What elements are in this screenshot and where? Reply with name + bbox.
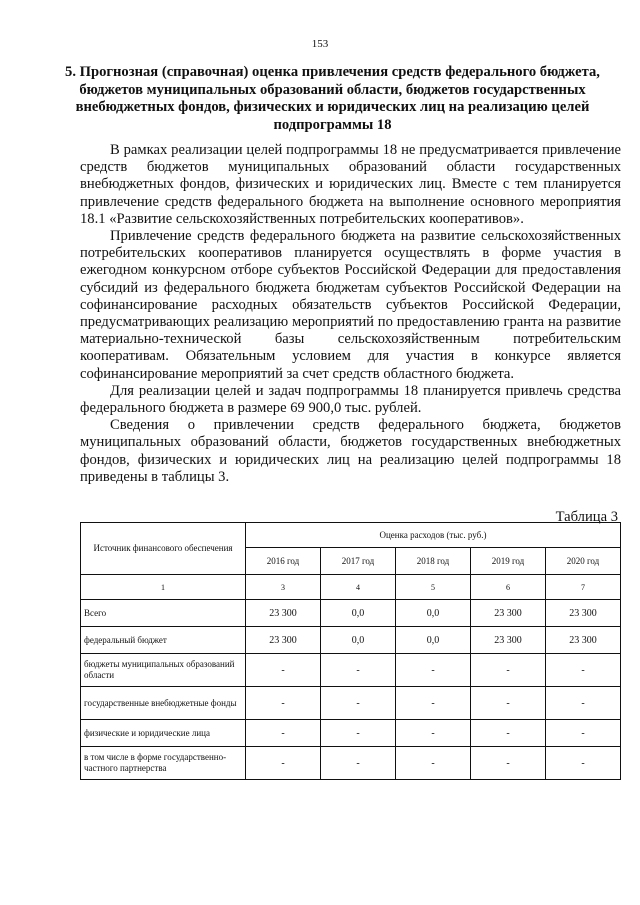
cell-value: - [246,720,321,747]
row-label: государственные внебюджетные фонды [81,687,246,720]
cell-value: - [471,687,546,720]
body-text [80,142,621,486]
column-index: 4 [321,575,396,600]
cell-value: - [471,747,546,780]
row-label: физические и юридические лица [81,720,246,747]
cell-value: 23 300 [471,627,546,654]
cell-value: 0,0 [396,627,471,654]
cell-value: 23 300 [546,600,621,627]
cell-value: - [321,720,396,747]
cell-value: 0,0 [321,627,396,654]
cell-value: - [321,747,396,780]
paragraph: В рамках реализации целей подпрограммы 18 не предусматривается привлечение средств бюджетов муниципальных образований области государственных внебюджетных фондов, физических и юридических лиц. Вместе с тем планируется привлечение средств федерального бюджета на выполнение основного мероприятия 18.1 «Развитие сельскохозяйственных потребительских кооперативов». [80,142,621,227]
funding-table [80,522,621,780]
page-number: 153 [311,38,329,50]
table-row [81,687,621,720]
cell-value: - [396,747,471,780]
cell-value: - [321,687,396,720]
cell-value: - [471,654,546,687]
cell-value: - [396,687,471,720]
cell-value: - [246,687,321,720]
table-row [81,600,621,627]
cell-value: - [546,720,621,747]
source-header: Источник финансового обеспечения [81,523,246,575]
table-caption: Таблица 3 [555,509,618,525]
year-header: 2017 год [321,548,396,575]
section-heading: 5. Прогнозная (справочная) оценка привлечения средств федерального бюджета, бюджетов муниципальных образований области, бюджетов государственных внебюджетных фондов, физических и юридических лиц на реализацию целей подпрограммы 18 [65,64,600,133]
column-index: 6 [471,575,546,600]
row-label: бюджеты муниципальных образований области [81,654,246,687]
row-label: федеральный бюджет [81,627,246,654]
table-row [81,720,621,747]
cell-value: - [546,747,621,780]
table-header-row [81,523,621,548]
cell-value: 0,0 [321,600,396,627]
cell-value: 23 300 [471,600,546,627]
paragraph: Привлечение средств федерального бюджета на развитие сельскохозяйственных потребительских кооперативов планируется осуществлять в форме участия в ежегодном конкурсном отборе субъектов Российской Федерации для предоставления субсидий из федерального бюджета бюджетам субъектов Российской Федерации на софинансирование расходных обязательств субъектов Российской Федерации, предусматривающих реализацию мероприятий по предоставлению гранта на развитие материально-технической базы сельскохозяйственным потребительским кооперативам. Обязательным условием для участия в конкурсе является софинансирование мероприятий за счет средств областного бюджета. [80,228,621,382]
year-header: 2020 год [546,548,621,575]
cell-value: 0,0 [396,600,471,627]
cell-value: - [396,654,471,687]
column-index: 1 [81,575,246,600]
cell-value: 23 300 [246,600,321,627]
column-index-row [81,575,621,600]
table-row [81,627,621,654]
year-header: 2016 год [246,548,321,575]
column-index: 5 [396,575,471,600]
cell-value: - [396,720,471,747]
row-label: в том числе в форме государственно-частного партнерства [81,747,246,780]
estimate-header: Оценка расходов (тыс. руб.) [246,523,621,548]
cell-value: 23 300 [246,627,321,654]
table-row [81,654,621,687]
year-header: 2018 год [396,548,471,575]
paragraph: Для реализации целей и задач подпрограммы 18 планируется привлечь средства федерального бюджета в размере 69 900,0 тыс. рублей. [80,382,621,417]
row-label: Всего [81,600,246,627]
cell-value: - [246,654,321,687]
cell-value: - [546,654,621,687]
paragraph: Сведения о привлечении средств федерального бюджета, бюджетов муниципальных образований области, бюджетов государственных внебюджетных фондов, физических и юридических лиц на реализацию целей подпрограммы 18 приведены в таблицы 3. [80,417,621,485]
table-row [81,747,621,780]
cell-value: - [246,747,321,780]
cell-value: - [546,687,621,720]
column-index: 7 [546,575,621,600]
column-index: 3 [246,575,321,600]
year-header: 2019 год [471,548,546,575]
cell-value: - [321,654,396,687]
cell-value: - [471,720,546,747]
cell-value: 23 300 [546,627,621,654]
